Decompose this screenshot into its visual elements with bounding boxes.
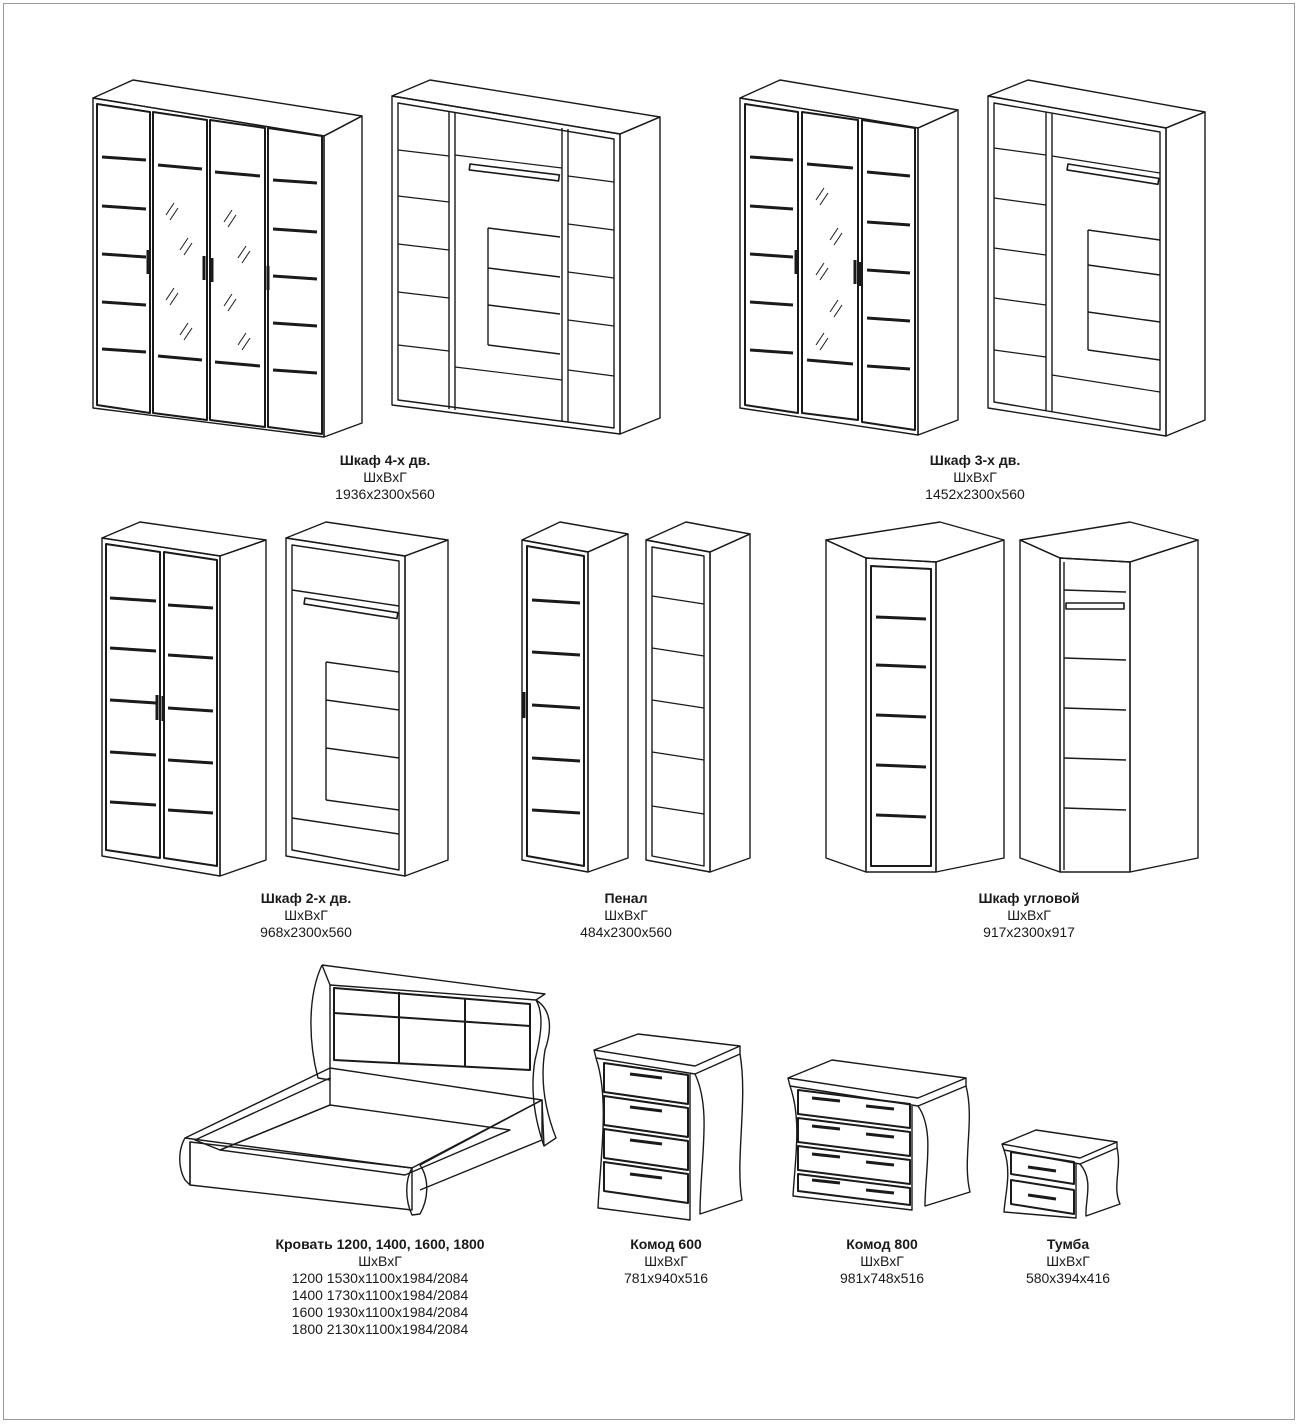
caption-title: Шкаф 3-х дв.: [929, 452, 1021, 468]
caption-title: Тумба: [1046, 1236, 1090, 1252]
corner-wardrobe-open-drawing: [1020, 522, 1198, 872]
caption-dims-label: ШхВхГ: [284, 907, 328, 923]
caption-dims: 968х2300х560: [260, 924, 352, 940]
wardrobe-3-open-drawing: [988, 80, 1205, 436]
caption-dims: 1200 1530х1100х1984/2084: [291, 1270, 469, 1286]
caption-dims-label: ШхВхГ: [363, 469, 407, 485]
caption-dims: 1400 1730х1100х1984/2084: [291, 1287, 469, 1303]
caption-dims-label: ШхВхГ: [860, 1253, 904, 1269]
caption-dims: 1600 1930х1100х1984/2084: [291, 1304, 469, 1320]
caption-title: Комод 600: [630, 1236, 702, 1252]
caption-dims-label: ШхВхГ: [604, 907, 648, 923]
caption-title: Кровать 1200, 1400, 1600, 1800: [275, 1236, 485, 1252]
caption-dims: 1936х2300х560: [335, 486, 435, 502]
dresser-600-drawing: [594, 1034, 743, 1220]
caption-title: Шкаф 4-х дв.: [339, 452, 431, 468]
caption-title: Комод 800: [846, 1236, 918, 1252]
caption-title: Шкаф 2-х дв.: [260, 890, 352, 906]
caption-dims-label: ШхВхГ: [1046, 1253, 1090, 1269]
caption-dresser-600: [586, 1236, 746, 1287]
caption-nightstand: [988, 1236, 1148, 1287]
caption-dims-label: ШхВхГ: [358, 1253, 402, 1269]
caption-dims: 484х2300х560: [580, 924, 672, 940]
wardrobe-4-closed-drawing: [93, 80, 362, 437]
corner-wardrobe-closed-drawing: [826, 522, 1004, 872]
wardrobe-3-closed-drawing: [740, 80, 958, 435]
caption-dims: 1452х2300х560: [925, 486, 1025, 502]
wardrobe-2-open-drawing: [286, 522, 448, 876]
caption-penal: [541, 890, 711, 941]
caption-title: Пенал: [604, 890, 648, 906]
nightstand-drawing: [1002, 1130, 1120, 1218]
caption-dims: 981х748х516: [839, 1270, 925, 1286]
caption-title: Шкаф угловой: [978, 890, 1080, 906]
penal-closed-drawing: [522, 522, 628, 872]
caption-dims-label: ШхВхГ: [1007, 907, 1051, 923]
caption-corner-wardrobe: [944, 890, 1114, 941]
dresser-800-drawing: [788, 1060, 970, 1210]
bed-drawing: [180, 965, 556, 1215]
caption-dims: 917х2300х917: [983, 924, 1075, 940]
penal-open-drawing: [646, 522, 750, 872]
caption-dims: 1800 2130х1100х1984/2084: [291, 1321, 469, 1337]
caption-wardrobe-3: [890, 452, 1060, 503]
caption-wardrobe-4: [300, 452, 470, 503]
caption-bed: [245, 1236, 515, 1338]
caption-dims: 580х394х416: [1025, 1270, 1111, 1286]
caption-dims: 781х940х516: [623, 1270, 709, 1286]
caption-dims-label: ШхВхГ: [644, 1253, 688, 1269]
wardrobe-4-open-drawing: [392, 80, 660, 434]
caption-dresser-800: [802, 1236, 962, 1287]
caption-wardrobe-2: [221, 890, 391, 941]
caption-dims-label: ШхВхГ: [953, 469, 997, 485]
wardrobe-2-closed-drawing: [102, 522, 266, 876]
